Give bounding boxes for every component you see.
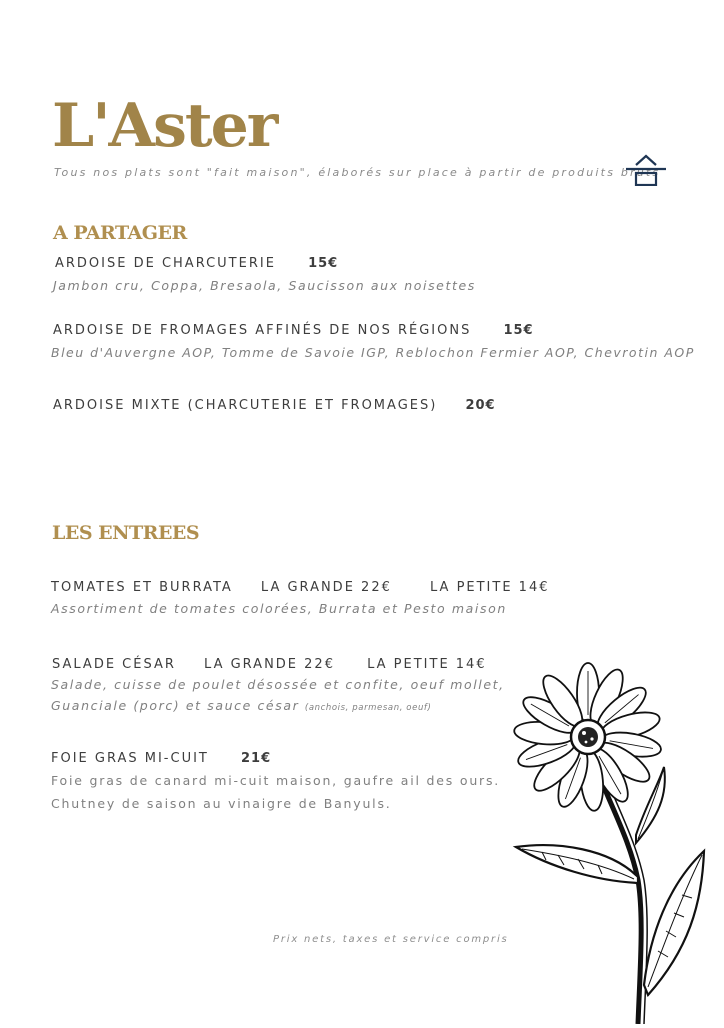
item-name: TOMATES ET BURRATA: [51, 580, 233, 595]
item-size-small: LA PETITE 14€: [367, 657, 487, 672]
item-description: Assortiment de tomates colorées, Burrata et Pesto maison: [51, 601, 507, 616]
item-name: ARDOISE MIXTE (CHARCUTERIE ET FROMAGES): [53, 398, 438, 413]
item-size-large: LA GRANDE 22€: [260, 580, 392, 595]
house-logo-icon: [626, 152, 666, 186]
item-name: FOIE GRAS MI-CUIT: [51, 751, 209, 766]
item-price: 15€: [308, 256, 339, 271]
item-description: Bleu d'Auvergne AOP, Tomme de Savoie IGP, Reblochon Fermier AOP, Chevrotin AOP: [51, 345, 695, 360]
item-name: ARDOISE DE CHARCUTERIE: [55, 256, 276, 271]
item-name: SALADE CÉSAR: [52, 657, 176, 672]
item-name: ARDOISE DE FROMAGES AFFINÉS DE NOS RÉGIONS: [53, 323, 472, 338]
description-text: Guanciale (porc) et sauce césar: [51, 698, 300, 713]
item-description-line-2: [51, 698, 431, 713]
item-price: 15€: [503, 323, 534, 338]
footer-note: Prix nets, taxes et service compris: [273, 934, 509, 945]
menu-item-ardoise-fromages: [53, 323, 534, 338]
menu-item-ardoise-charcuterie: [55, 256, 338, 271]
item-price: 20€: [465, 398, 496, 413]
item-description-line-1: Salade, cuisse de poulet désossée et confite, oeuf mollet,: [51, 677, 505, 692]
menu-item-salade-cesar: [52, 657, 487, 672]
description-note: (anchois, parmesan, oeuf): [304, 703, 432, 713]
item-price: 21€: [241, 751, 272, 766]
restaurant-name: L'Aster: [52, 91, 277, 161]
item-description: Jambon cru, Coppa, Bresaola, Saucisson aux noisettes: [53, 278, 476, 293]
daisy-flower-illustration: [498, 655, 724, 1024]
item-size-small: LA PETITE 14€: [430, 580, 550, 595]
section-title-les-entrees: LES ENTREES: [52, 522, 200, 544]
section-title-a-partager: A PARTAGER: [53, 222, 187, 244]
menu-item-ardoise-mixte: [53, 398, 496, 413]
menu-item-tomates-burrata: [51, 580, 550, 595]
item-size-large: LA GRANDE 22€: [204, 657, 335, 672]
menu-item-foie-gras: [51, 751, 271, 766]
item-description-line-2: Chutney de saison au vinaigre de Banyuls.: [51, 796, 392, 811]
tagline: Tous nos plats sont "fait maison", élaborés sur place à partir de produits bruts: [54, 166, 661, 179]
item-description-line-1: Foie gras de canard mi-cuit maison, gaufre ail des ours.: [51, 773, 501, 788]
